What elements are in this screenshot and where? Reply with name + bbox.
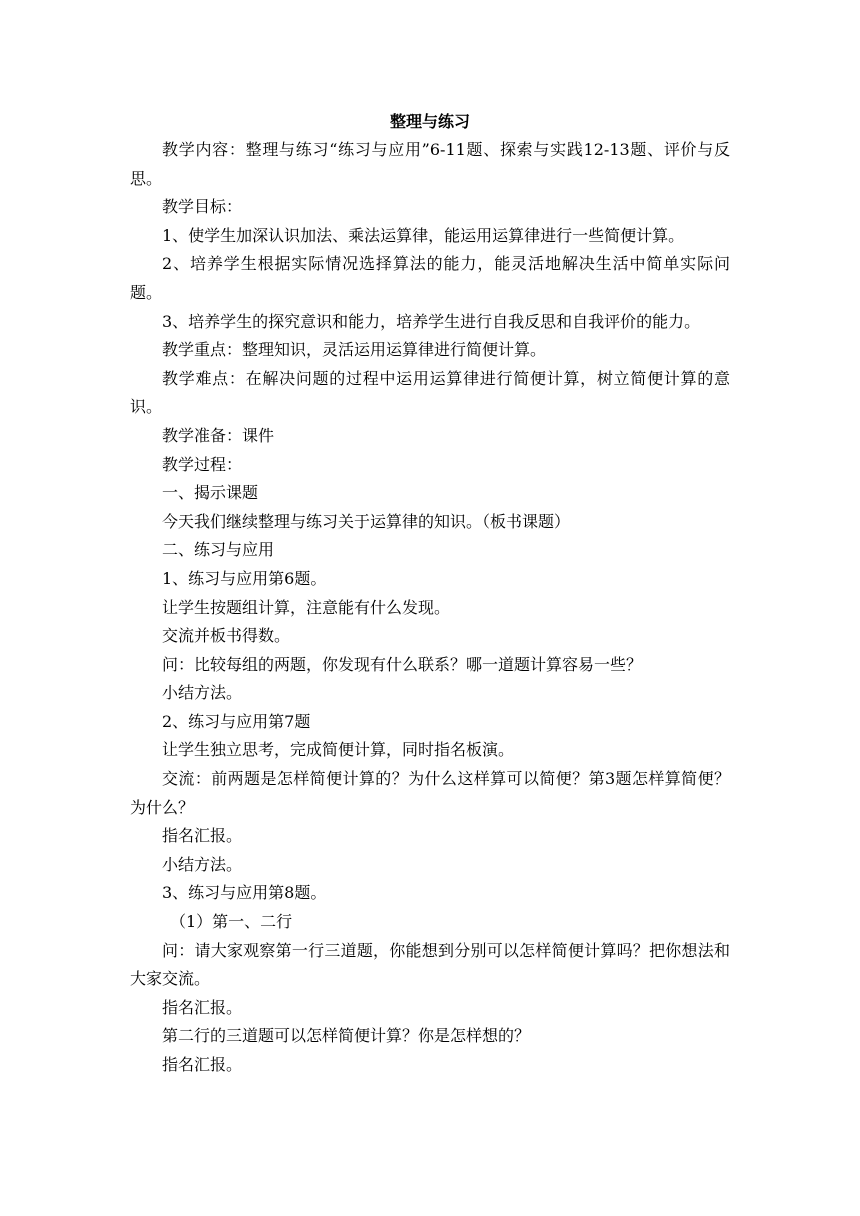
paragraph-exercise-7-summary: 小结方法。 xyxy=(162,854,243,874)
paragraph-exercise-8: 3、练习与应用第8题。 xyxy=(162,883,327,903)
paragraph-exercise-8-report-1: 指名汇报。 xyxy=(162,997,243,1017)
paragraph-exercise-8-report-2: 指名汇报。 xyxy=(162,1055,243,1074)
paragraph-exercise-6-summary: 小结方法。 xyxy=(162,683,243,703)
paragraph-exercise-8-question-1: 问：请大家观察第一行三道题，你能想到分别可以怎样简便计算吗？把你想法和大家交流。 xyxy=(130,940,730,989)
paragraph-exercise-7-step-1: 让学生独立思考，完成简便计算，同时指名板演。 xyxy=(162,740,515,760)
paragraph-teaching-content: 教学内容：整理与练习“练习与应用”6-11题、探索与实践12-13题、评价与反思。 xyxy=(130,140,730,188)
paragraph-preparation: 教学准备：课件 xyxy=(162,425,275,445)
section-heading-2: 二、练习与应用 xyxy=(162,540,275,560)
paragraph-exercise-6-step-2: 交流并板书得数。 xyxy=(162,626,291,646)
paragraph-key-points: 教学重点：整理知识，灵活运用运算律进行简便计算。 xyxy=(162,340,547,360)
paragraph-goal-1: 1、使学生加深认识加法、乘法运算律，能运用运算律进行一些简便计算。 xyxy=(162,225,685,245)
paragraph-process: 教学过程： xyxy=(162,454,243,474)
paragraph-difficulties: 教学难点：在解决问题的过程中运用运算律进行简便计算，树立简便计算的意识。 xyxy=(130,368,730,417)
paragraph-intro: 今天我们继续整理与练习关于运算律的知识。（板书课题） xyxy=(162,511,571,531)
paragraph-exercise-6-question: 问：比较每组的两题，你发现有什么联系？哪一道题计算容易一些？ xyxy=(162,654,643,674)
paragraph-exercise-6: 1、练习与应用第6题。 xyxy=(162,568,327,588)
paragraph-exercise-7-discussion: 交流：前两题是怎样简便计算的？为什么这样算可以简便？第3题怎样算简便？为什么？ xyxy=(130,769,730,817)
section-heading-1: 一、揭示课题 xyxy=(162,483,259,503)
paragraph-goal-2: 2、培养学生根据实际情况选择算法的能力，能灵活地解决生活中简单实际问题。 xyxy=(130,254,730,302)
document-body xyxy=(130,136,730,1080)
paragraph-exercise-7: 2、练习与应用第7题 xyxy=(162,711,311,731)
paragraph-goal-3: 3、培养学生的探究意识和能力，培养学生进行自我反思和自我评价的能力。 xyxy=(162,311,701,331)
document-title: 整理与练习 xyxy=(389,112,470,131)
paragraph-exercise-6-step-1: 让学生按题组计算，注意能有什么发现。 xyxy=(162,597,451,617)
paragraph-exercise-7-report: 指名汇报。 xyxy=(162,826,243,846)
paragraph-teaching-goals: 教学目标： xyxy=(162,197,243,217)
paragraph-exercise-8-part-1: （1）第一、二行 xyxy=(170,912,293,932)
paragraph-exercise-8-question-2: 第二行的三道题可以怎样简便计算？你是怎样想的？ xyxy=(162,1026,531,1046)
